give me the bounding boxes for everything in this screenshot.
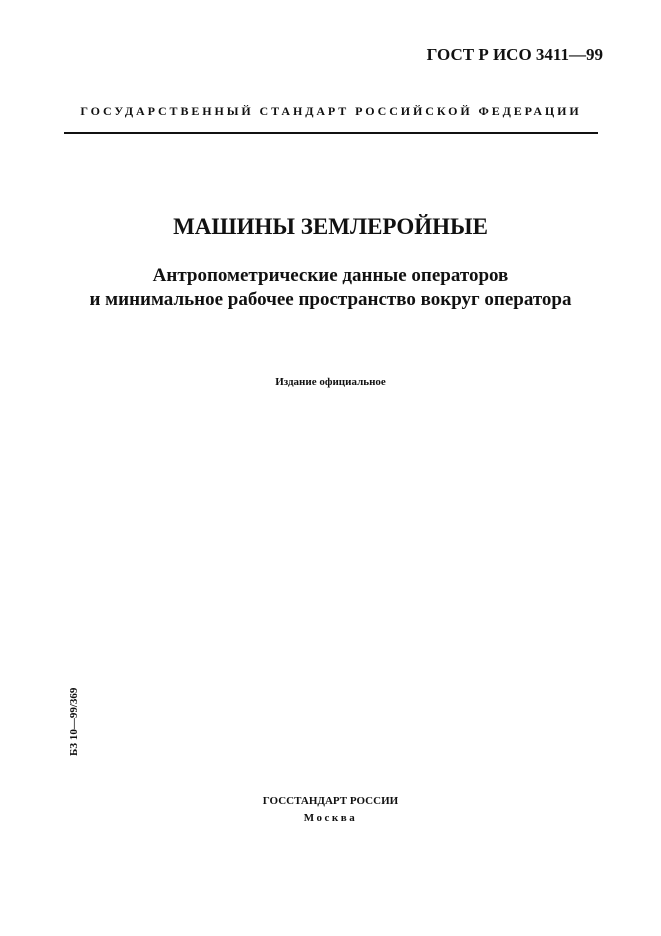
publisher-name: ГОССТАНДАРТ РОССИИ: [262, 795, 399, 807]
document-title: МАШИНЫ ЗЕМЛЕРОЙНЫЕ: [173, 214, 488, 239]
publisher-city: Москва: [303, 812, 358, 824]
edition-label: Издание официальное: [275, 376, 386, 388]
header-divider: [64, 132, 598, 134]
standard-number: ГОСТ Р ИСО 3411—99: [426, 45, 603, 64]
subtitle-line-1: Антропометрические данные операторов: [152, 265, 509, 286]
side-catalog-code: БЗ 10—99/369: [68, 687, 80, 756]
subtitle-line-2: и минимальное рабочее пространство вокруг оператора: [89, 289, 572, 310]
government-standard-line: ГОСУДАРСТВЕННЫЙ СТАНДАРТ РОССИЙСКОЙ ФЕДЕРАЦИИ: [80, 104, 582, 118]
